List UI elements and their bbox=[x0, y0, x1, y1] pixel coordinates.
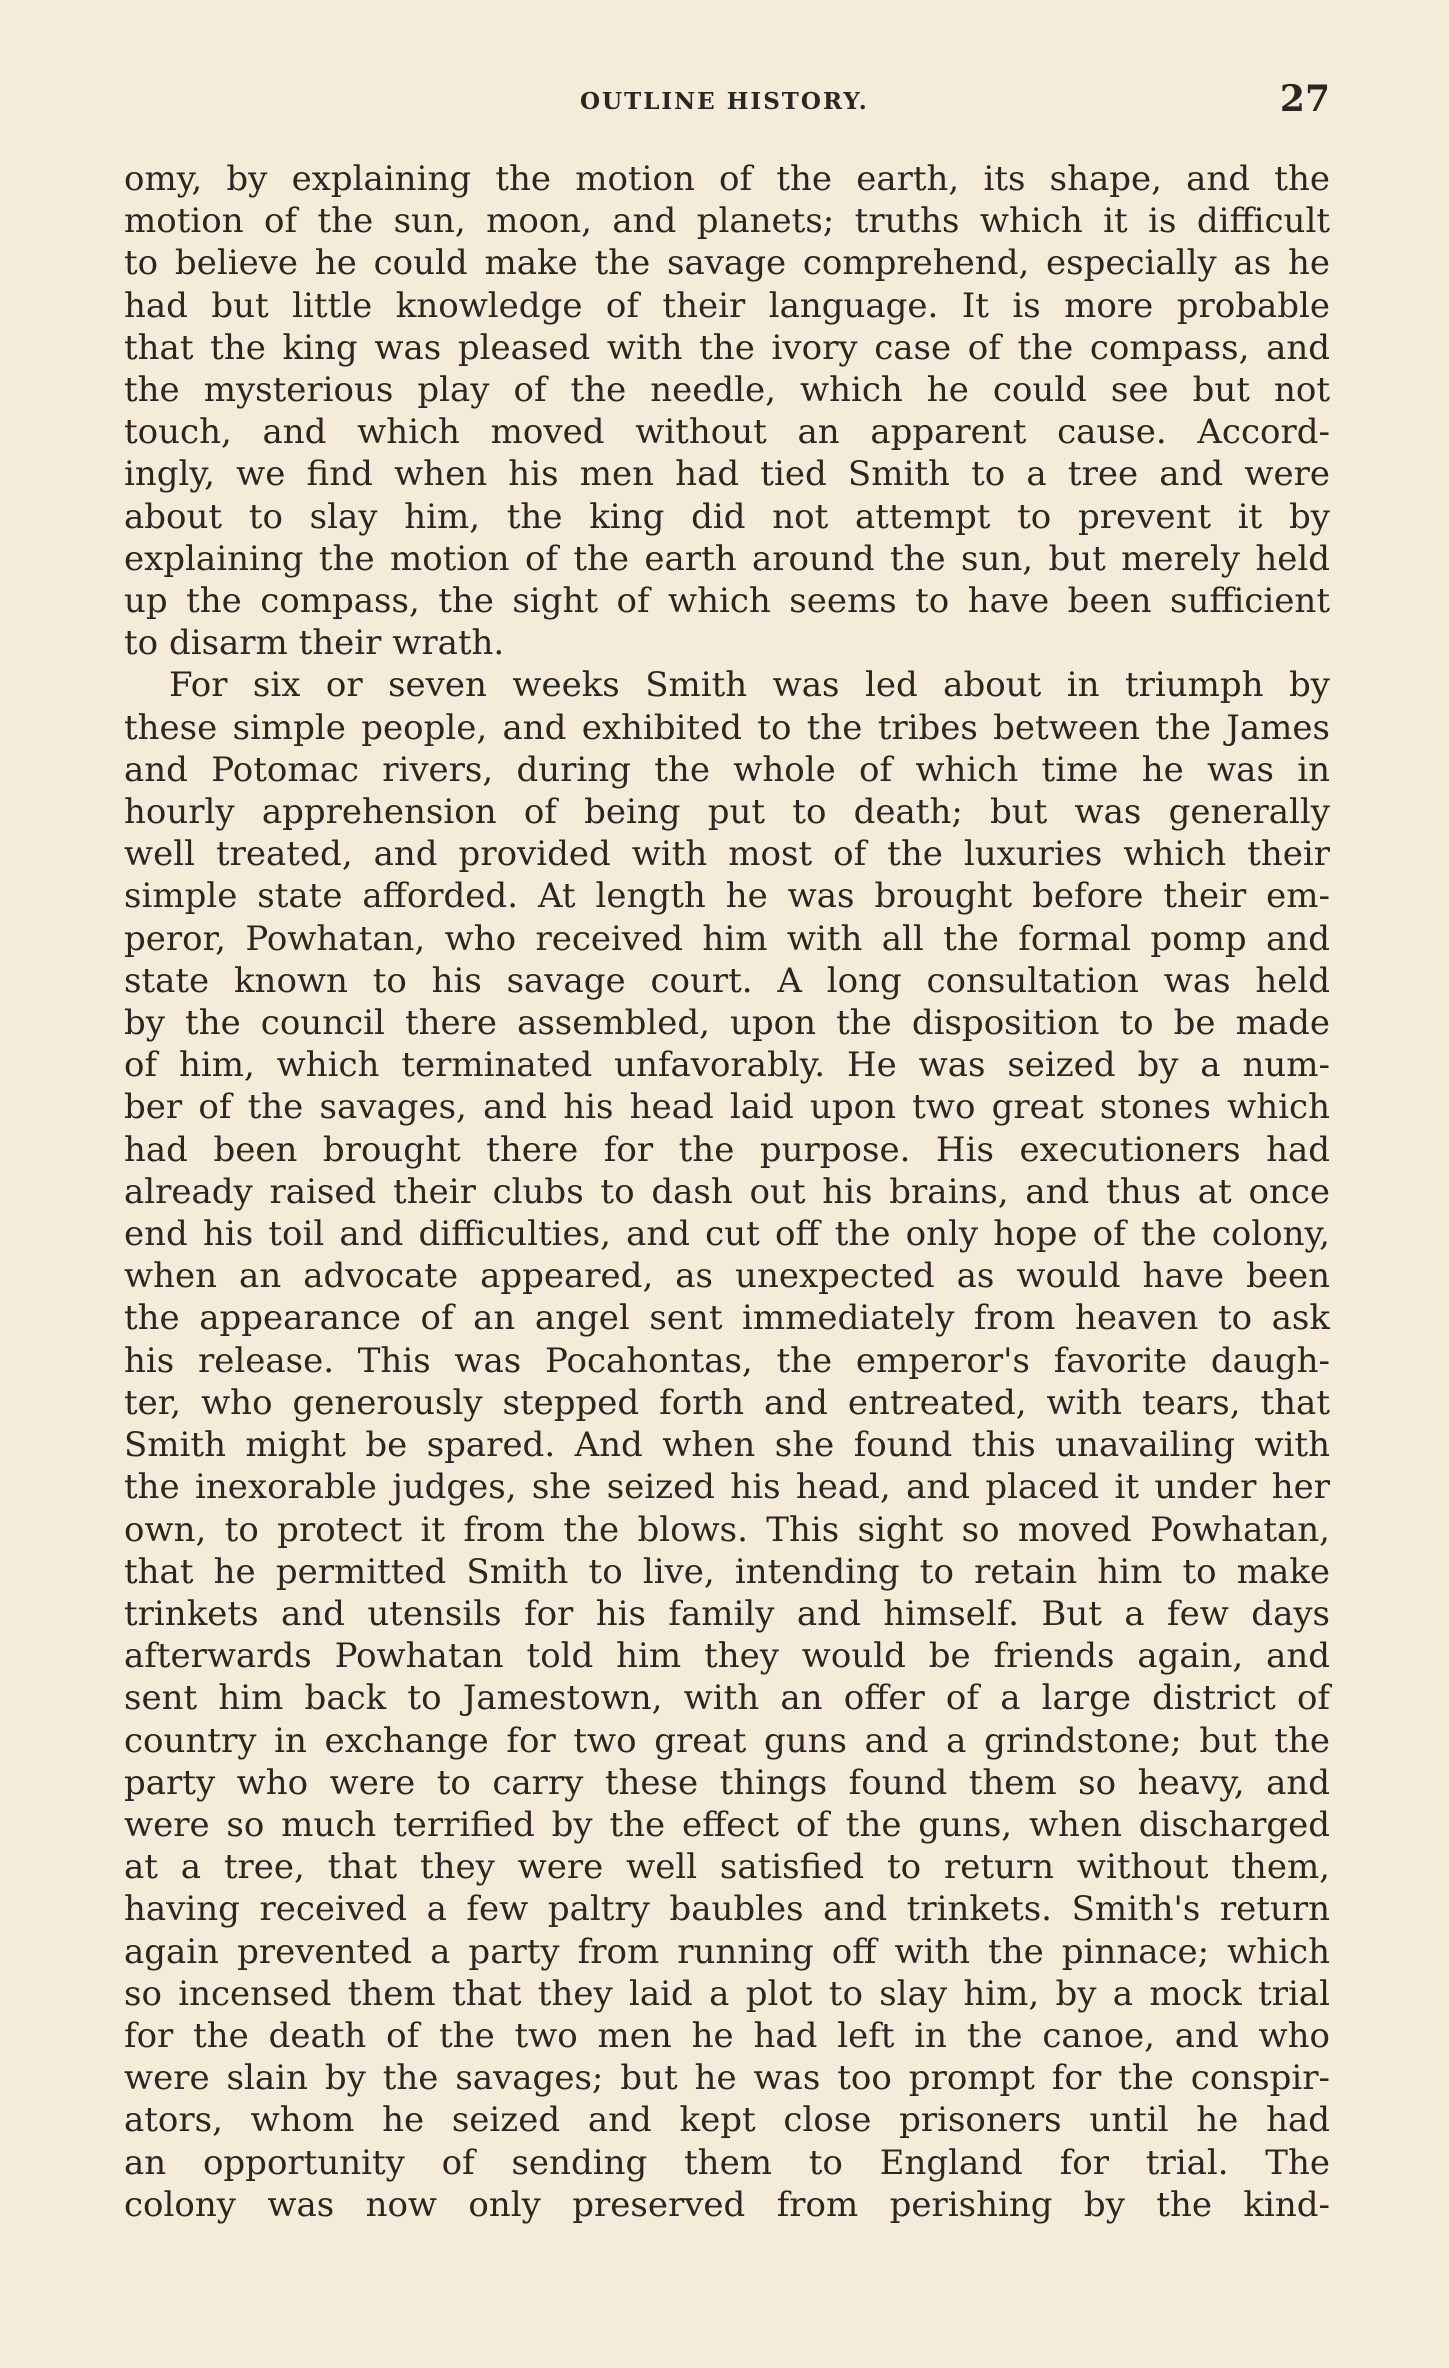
text-line: explaining the motion of the earth around the sun, but merely held bbox=[124, 538, 1330, 579]
text-line: an opportunity of sending them to England for trial. The bbox=[124, 2142, 1330, 2183]
text-line: sent him back to Jamestown, with an offer of a large district of bbox=[124, 1678, 1330, 1719]
text-line: at a tree, that they were well satisfied to return without them, bbox=[124, 1847, 1330, 1888]
text-line: well treated, and provided with most of the luxuries which their bbox=[124, 834, 1330, 875]
text-line: end his toil and difficulties, and cut off the only hope of the colony, bbox=[124, 1214, 1330, 1255]
text-line: his release. This was Pocahontas, the emperor's favorite daugh- bbox=[124, 1340, 1330, 1381]
text-line: country in exchange for two great guns and a grindstone; but the bbox=[124, 1720, 1330, 1761]
text-line: party who were to carry these things found them so heavy, and bbox=[124, 1762, 1330, 1803]
text-line: the appearance of an angel sent immediately from heaven to ask bbox=[124, 1298, 1330, 1339]
text-line: touch, and which moved without an apparent cause. Accord- bbox=[124, 412, 1330, 453]
text-line: up the compass, the sight of which seems to have been sufficient bbox=[124, 581, 1330, 622]
page-header bbox=[120, 78, 1330, 126]
text-line: own, to protect it from the blows. This sight so moved Powhatan, bbox=[124, 1509, 1330, 1550]
text-line: for the death of the two men he had left in the canoe, and who bbox=[124, 2015, 1330, 2056]
paragraph bbox=[124, 158, 1330, 664]
text-line: already raised their clubs to dash out his brains, and thus at once bbox=[124, 1171, 1330, 1212]
text-line: ators, whom he seized and kept close prisoners until he had bbox=[124, 2100, 1330, 2141]
text-line: these simple people, and exhibited to the tribes between the James bbox=[124, 707, 1330, 748]
page-number: 27 bbox=[1279, 78, 1330, 120]
text-line: of him, which terminated unfavorably. He was seized by a num- bbox=[124, 1045, 1330, 1086]
running-head: OUTLINE HISTORY. bbox=[580, 88, 869, 115]
text-line: ter, who generously stepped forth and entreated, with tears, that bbox=[124, 1382, 1330, 1423]
text-line: were slain by the savages; but he was too prompt for the conspir- bbox=[124, 2058, 1330, 2099]
body-text bbox=[124, 158, 1330, 2226]
text-line: had been brought there for the purpose. His executioners had bbox=[124, 1129, 1330, 1170]
text-line: again prevented a party from running off with the pinnace; which bbox=[124, 1931, 1330, 1972]
text-line: ingly, we find when his men had tied Smith to a tree and were bbox=[124, 454, 1330, 495]
text-line: simple state afforded. At length he was brought before their em- bbox=[124, 876, 1330, 917]
text-line: motion of the sun, moon, and planets; truths which it is difficult bbox=[124, 201, 1330, 242]
text-line: hourly apprehension of being put to death; but was generally bbox=[124, 792, 1330, 833]
text-line: that the king was pleased with the ivory case of the compass, and bbox=[124, 327, 1330, 368]
text-line: peror, Powhatan, who received him with all the formal pomp and bbox=[124, 918, 1330, 959]
text-line: colony was now only preserved from perishing by the kind- bbox=[124, 2184, 1330, 2225]
text-line: Smith might be spared. And when she found this unavailing with bbox=[124, 1425, 1330, 1466]
text-line: by the council there assembled, upon the disposition to be made bbox=[124, 1003, 1330, 1044]
paragraph bbox=[124, 664, 1330, 2226]
text-line: having received a few paltry baubles and trinkets. Smith's return bbox=[124, 1889, 1330, 1930]
text-line: when an advocate appeared, as unexpected as would have been bbox=[124, 1256, 1330, 1297]
text-line: were so much terrified by the effect of the guns, when discharged bbox=[124, 1804, 1330, 1845]
text-line: the inexorable judges, she seized his head, and placed it under her bbox=[124, 1467, 1330, 1508]
text-line: ber of the savages, and his head laid upon two great stones which bbox=[124, 1087, 1330, 1128]
text-line: so incensed them that they laid a plot to slay him, by a mock trial bbox=[124, 1973, 1330, 2014]
text-line: state known to his savage court. A long consultation was held bbox=[124, 960, 1330, 1001]
text-line: omy, by explaining the motion of the earth, its shape, and the bbox=[124, 159, 1330, 199]
text-line: the mysterious play of the needle, which he could see but not bbox=[124, 370, 1330, 411]
text-line: afterwards Powhatan told him they would be friends again, and bbox=[124, 1636, 1330, 1677]
text-line: about to slay him, the king did not attempt to prevent it by bbox=[124, 496, 1330, 537]
text-line: trinkets and utensils for his family and himself. But a few days bbox=[124, 1593, 1330, 1634]
text-line: had but little knowledge of their language. It is more probable bbox=[124, 285, 1330, 326]
text-line: to disarm their wrath. bbox=[124, 623, 505, 664]
text-line: and Potomac rivers, during the whole of which time he was in bbox=[124, 749, 1330, 790]
text-line: For six or seven weeks Smith was led about in triumph by bbox=[169, 665, 1330, 706]
text-line: that he permitted Smith to live, intending to retain him to make bbox=[124, 1551, 1330, 1592]
text-line: to believe he could make the savage comprehend, especially as he bbox=[124, 243, 1330, 284]
